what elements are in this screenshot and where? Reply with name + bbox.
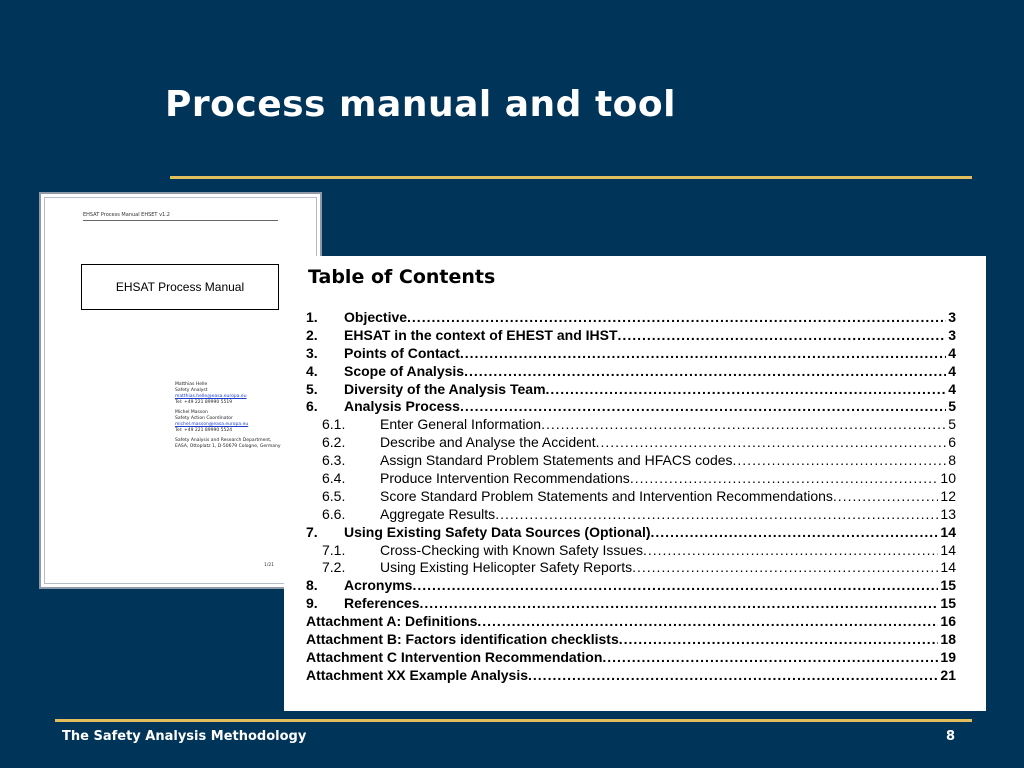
toc-entry — [306, 363, 956, 381]
toc-entry — [306, 649, 956, 667]
toc-entry-page: 4 — [948, 362, 956, 379]
toc-entry-title: Attachment A: Definitions — [306, 613, 478, 630]
toc-entry-number: 4. — [306, 362, 318, 379]
toc-leader-dots — [460, 398, 946, 414]
toc-entry-title: Points of Contact — [344, 344, 460, 361]
toc-entry-title: Score Standard Problem Statements and Intervention Recommendations — [380, 487, 833, 504]
toc-entry-number: 5. — [306, 380, 318, 397]
toc-entry — [306, 577, 956, 595]
slide-title: Process manual and tool — [165, 84, 676, 125]
toc-leader-dots — [407, 309, 946, 325]
toc-entry-number: 6.4. — [322, 470, 346, 487]
toc-entry-title: References — [344, 595, 420, 612]
toc-entry-title: Attachment B: Factors identification checklists — [306, 631, 619, 648]
toc-entry-number: 7. — [306, 523, 318, 540]
document-title-box — [81, 264, 279, 310]
toc-leader-dots — [602, 649, 938, 665]
contact-role: Safety Analyst — [175, 388, 208, 393]
toc-leader-dots — [460, 345, 946, 361]
toc-entry — [306, 631, 956, 649]
toc-entry-page: 21 — [940, 666, 956, 683]
toc-entry-page: 6 — [948, 434, 956, 451]
toc-entry-title: Enter General Information — [380, 416, 542, 433]
toc-entry-page: 10 — [940, 470, 956, 487]
toc-leader-dots — [412, 577, 938, 593]
toc-leader-dots — [833, 488, 939, 504]
document-contacts — [175, 382, 281, 450]
toc-leader-dots — [546, 381, 947, 397]
document-title: EHSAT Process Manual — [115, 280, 245, 294]
toc-entry-title: Attachment C Intervention Recommendation — [306, 648, 603, 665]
footer-section-title: The Safety Analysis Methodology — [62, 729, 307, 744]
toc-entry-number: 8. — [306, 577, 318, 594]
title-divider — [170, 176, 972, 179]
toc-entry — [306, 506, 956, 524]
toc-entry-page: 14 — [940, 559, 956, 576]
toc-entry-title: Using Existing Helicopter Safety Reports — [380, 559, 633, 576]
toc-leader-dots — [643, 542, 938, 558]
toc-entry-number: 1. — [306, 309, 318, 325]
toc-entry-title: Analysis Process — [344, 398, 460, 415]
toc-leader-dots — [632, 559, 938, 575]
toc-entry-page: 15 — [940, 577, 956, 594]
toc-entry-title: Produce Intervention Recommendations — [380, 470, 630, 487]
toc-entry-number: 9. — [306, 595, 318, 612]
toc-entry — [306, 416, 956, 434]
toc-entry-title: Acronyms — [344, 577, 413, 594]
toc-entry-number: 6.1. — [322, 416, 346, 433]
toc-entry-page: 14 — [940, 523, 956, 540]
toc-entry — [306, 613, 956, 631]
contact-phone: Tel: +49 221 89990 5519 — [175, 400, 233, 405]
toc-entry-number: 3. — [306, 344, 318, 361]
toc-entry-number: 6. — [306, 398, 318, 415]
toc-leader-dots — [495, 506, 938, 522]
toc-entry-page: 16 — [940, 613, 956, 630]
contact-email: michel.masson@easa.europa.eu — [175, 422, 249, 427]
toc-leader-dots — [477, 613, 938, 629]
toc-entry-title: EHSAT in the context of EHEST and IHST — [344, 326, 618, 343]
contact-role: Safety Action Coordinator — [175, 416, 233, 421]
toc-leader-dots — [630, 470, 939, 486]
document-page-number: 1/21 — [264, 563, 275, 568]
toc-entry — [306, 434, 956, 452]
department: Safety Analysis and Research Department, — [175, 438, 272, 443]
toc-entry-page: 5 — [948, 416, 956, 433]
toc-entry-title: Using Existing Safety Data Sources (Optional) — [344, 523, 651, 540]
toc-entry-page: 5 — [948, 398, 956, 415]
toc-entry-number: 6.6. — [322, 505, 346, 522]
contact-name: Matthias Helle — [175, 382, 208, 387]
toc-entry-page: 18 — [940, 631, 956, 648]
document-header-rule — [83, 220, 278, 221]
contact-phone: Tel: +49 221 89990 5524 — [175, 428, 233, 433]
toc-leader-dots — [618, 327, 947, 343]
toc-leader-dots — [651, 524, 939, 540]
toc-list — [306, 309, 956, 685]
toc-entry-number: 7.2. — [322, 559, 346, 576]
toc-leader-dots — [420, 595, 939, 611]
table-of-contents-panel — [284, 256, 986, 711]
toc-entry-page: 4 — [948, 380, 956, 397]
toc-entry-page: 8 — [948, 452, 956, 469]
toc-entry — [306, 345, 956, 363]
toc-entry-page: 14 — [940, 541, 956, 558]
toc-entry — [306, 667, 956, 685]
contact-email: matthias.helle@easa.europa.eu — [175, 394, 247, 399]
toc-entry-title: Assign Standard Problem Statements and HFACS codes — [380, 452, 733, 469]
toc-leader-dots — [541, 416, 946, 432]
toc-entry-title: Diversity of the Analysis Team — [344, 380, 546, 397]
footer-divider — [55, 719, 972, 722]
document-running-header: EHSAT Process Manual EHSET v1.2 — [83, 212, 170, 218]
toc-entry-page: 4 — [948, 344, 956, 361]
toc-entry — [306, 327, 956, 345]
toc-entry — [306, 524, 956, 542]
toc-entry-page: 12 — [940, 487, 956, 504]
toc-entry-title: Cross-Checking with Known Safety Issues — [380, 541, 643, 558]
toc-entry — [306, 381, 956, 399]
toc-leader-dots — [528, 667, 938, 683]
toc-entry — [306, 309, 956, 327]
toc-entry-title: Scope of Analysis — [344, 362, 465, 379]
toc-entry-page: 15 — [940, 595, 956, 612]
toc-entry — [306, 398, 956, 416]
toc-leader-dots — [596, 434, 947, 450]
toc-leader-dots — [733, 452, 947, 468]
toc-entry — [306, 470, 956, 488]
toc-entry — [306, 542, 956, 560]
toc-entry — [306, 595, 956, 613]
toc-entry-page: 3 — [948, 326, 956, 343]
toc-entry-title: Describe and Analyse the Accident — [380, 434, 596, 451]
toc-entry-title: Objective — [344, 309, 408, 325]
toc-entry — [306, 488, 956, 506]
toc-entry-page: 13 — [940, 505, 956, 522]
toc-entry-number: 6.2. — [322, 434, 346, 451]
toc-entry-number: 6.3. — [322, 452, 346, 469]
contact-name: Michel Masson — [175, 410, 208, 415]
toc-entry-title: Attachment XX Example Analysis — [306, 666, 529, 683]
toc-entry-number: 2. — [306, 326, 318, 343]
toc-entry-title: Aggregate Results — [380, 505, 496, 522]
toc-leader-dots — [464, 363, 946, 379]
toc-entry — [306, 452, 956, 470]
toc-leader-dots — [619, 631, 939, 647]
toc-entry-number: 6.5. — [322, 487, 346, 504]
toc-heading: Table of Contents — [308, 266, 496, 288]
toc-entry-page: 19 — [940, 648, 956, 665]
address: EASA, Ottoplatz 1, D-50679 Cologne, Germany — [175, 444, 281, 449]
toc-entry-number: 7.1. — [322, 541, 346, 558]
slide-number: 8 — [946, 729, 956, 744]
toc-entry — [306, 559, 956, 577]
toc-entry-page: 3 — [948, 309, 956, 325]
process-manual-cover-preview — [39, 192, 322, 589]
